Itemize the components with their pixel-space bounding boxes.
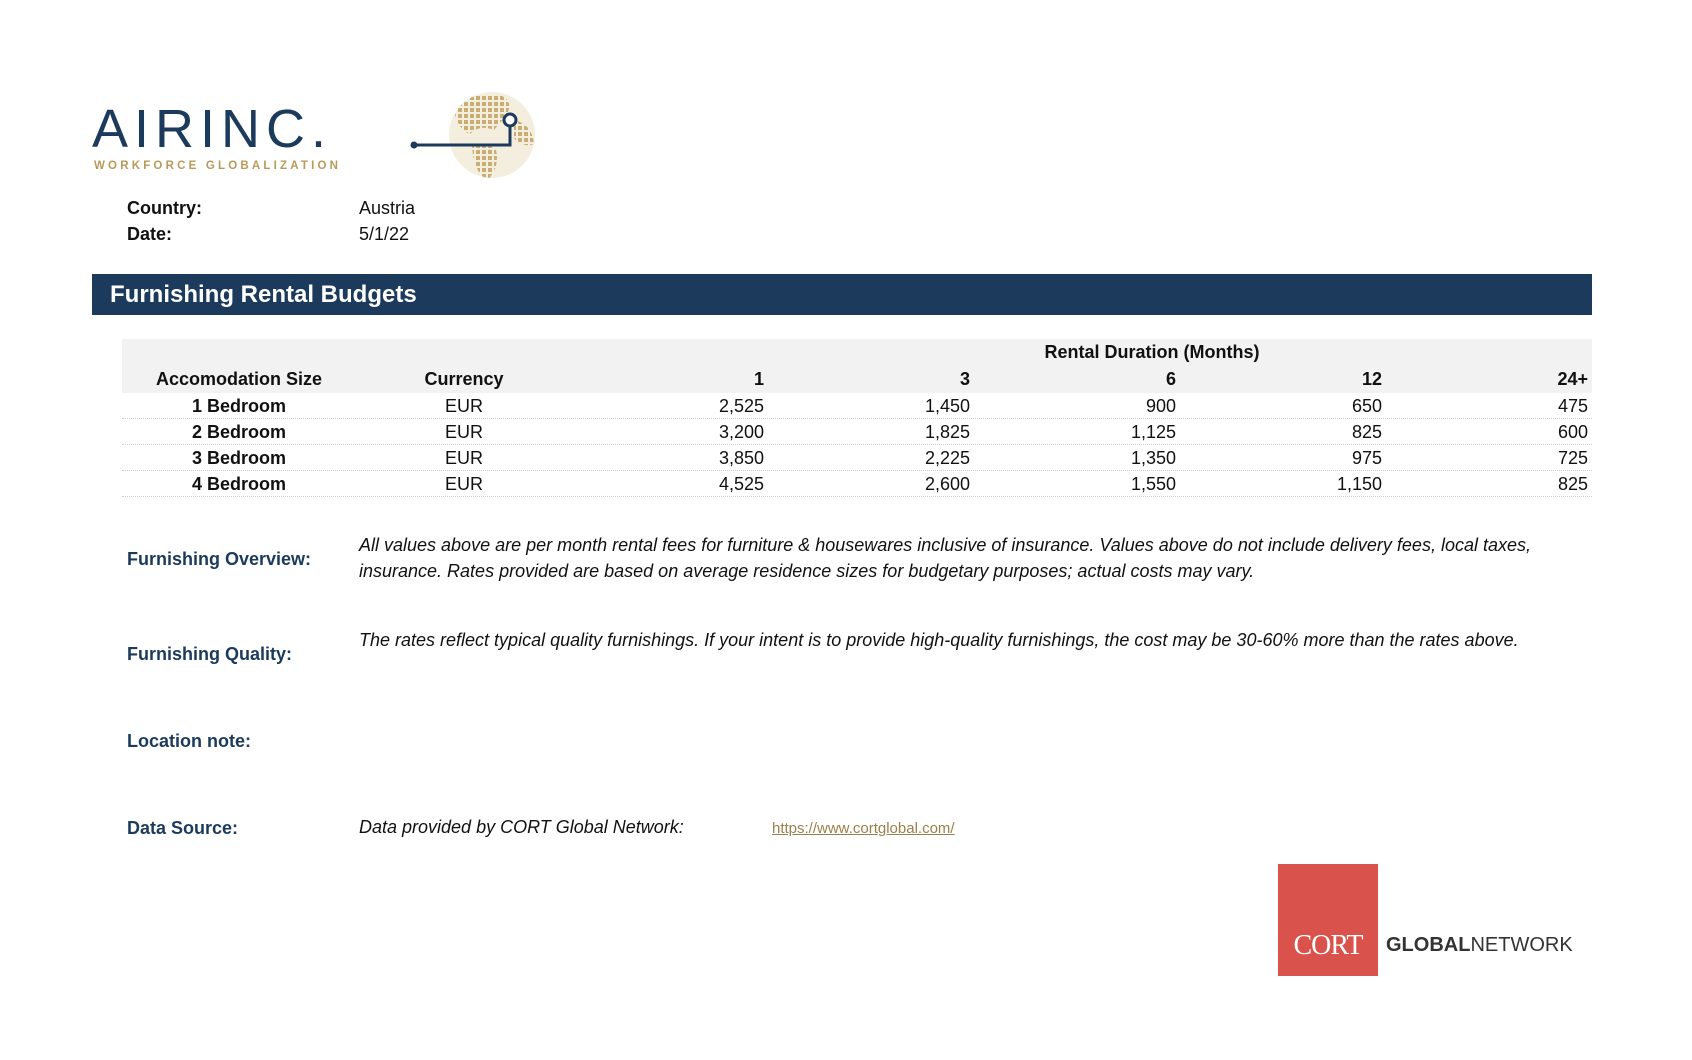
table-row	[122, 471, 1592, 497]
header-month-6: 6	[1165, 369, 1176, 389]
cell-month-1: 3,850	[718, 448, 764, 468]
header-currency: Currency	[424, 369, 504, 389]
section-title: Furnishing Rental Budgets	[110, 281, 417, 308]
cell-month-24: 600	[1557, 422, 1588, 442]
global-network-wordmark	[1386, 934, 1573, 957]
cell-size: 1 Bedroom	[191, 396, 287, 416]
cell-month-6: 1,550	[1130, 474, 1176, 494]
date-value: 5/1/22	[359, 224, 410, 244]
source-text: Data provided by CORT Global Network:	[359, 817, 684, 837]
header-month-24: 24+	[1557, 369, 1588, 389]
header-month-3: 3	[959, 369, 970, 389]
globe-icon	[410, 90, 538, 186]
cell-month-3: 2,600	[924, 474, 970, 494]
logo-tagline: WORKFORCE GLOBALIZATION	[94, 160, 342, 172]
date-label: Date:	[127, 224, 173, 244]
cell-month-1: 4,525	[718, 474, 764, 494]
cell-currency: EUR	[444, 448, 483, 468]
cell-month-3: 1,450	[924, 396, 970, 416]
cell-month-3: 1,825	[924, 422, 970, 442]
cell-month-6: 1,350	[1130, 448, 1176, 468]
cell-month-12: 975	[1351, 448, 1382, 468]
cell-month-3: 2,225	[924, 448, 970, 468]
overview-label: Furnishing Overview:	[127, 549, 312, 569]
source-label: Data Source:	[127, 818, 239, 838]
table-row	[122, 393, 1592, 419]
cell-size: 2 Bedroom	[191, 422, 287, 442]
document-meta	[127, 198, 527, 250]
network-word: NETWORK	[1470, 934, 1573, 956]
overview-text: All values above are per month rental fees for furniture & housewares inclusive of insurance. Values above do not include delivery fees, local taxes, insurance. Rates provided are based on average residence sizes for budgetary purposes; actual costs may vary.	[359, 535, 1531, 581]
duration-group-header: Rental Duration (Months)	[1044, 342, 1260, 362]
cell-month-12: 825	[1351, 422, 1382, 442]
table-row	[122, 419, 1592, 445]
cell-month-24: 475	[1557, 396, 1588, 416]
cell-month-24: 725	[1557, 448, 1588, 468]
cell-currency: EUR	[444, 422, 483, 442]
logo-wordmark: AIRINC.	[92, 99, 333, 159]
cell-month-12: 1,150	[1336, 474, 1382, 494]
date-row	[127, 224, 527, 250]
table-header	[122, 339, 1592, 393]
country-label: Country:	[127, 198, 202, 218]
global-word: GLOBAL	[1386, 934, 1471, 956]
header-month-1: 1	[753, 369, 764, 389]
cell-month-1: 2,525	[718, 396, 764, 416]
cell-month-1: 3,200	[718, 422, 764, 442]
quality-label: Furnishing Quality:	[127, 644, 292, 664]
header-size: Accomodation Size	[155, 369, 323, 389]
table-row	[122, 445, 1592, 471]
cell-currency: EUR	[444, 474, 483, 494]
country-row	[127, 198, 527, 224]
quality-text: The rates reflect typical quality furnishings. If your intent is to provide high-quality furnishings, the cost may be 30-60% more than the rates above.	[359, 630, 1519, 650]
cell-size: 4 Bedroom	[191, 474, 287, 494]
cell-month-12: 650	[1351, 396, 1382, 416]
section-banner	[92, 274, 1592, 315]
cell-currency: EUR	[444, 396, 483, 416]
cell-month-6: 900	[1145, 396, 1176, 416]
cell-month-24: 825	[1557, 474, 1588, 494]
cell-size: 3 Bedroom	[191, 448, 287, 468]
location-label: Location note:	[127, 731, 251, 751]
cell-month-6: 1,125	[1130, 422, 1176, 442]
cort-logo	[1278, 864, 1378, 976]
header-month-12: 12	[1361, 369, 1382, 389]
rental-budget-table	[122, 339, 1592, 497]
cort-wordmark: CORT	[1293, 930, 1363, 961]
airinc-logo	[92, 90, 452, 190]
source-link[interactable]: https://www.cortglobal.com/	[772, 820, 955, 837]
country-value: Austria	[359, 198, 416, 218]
